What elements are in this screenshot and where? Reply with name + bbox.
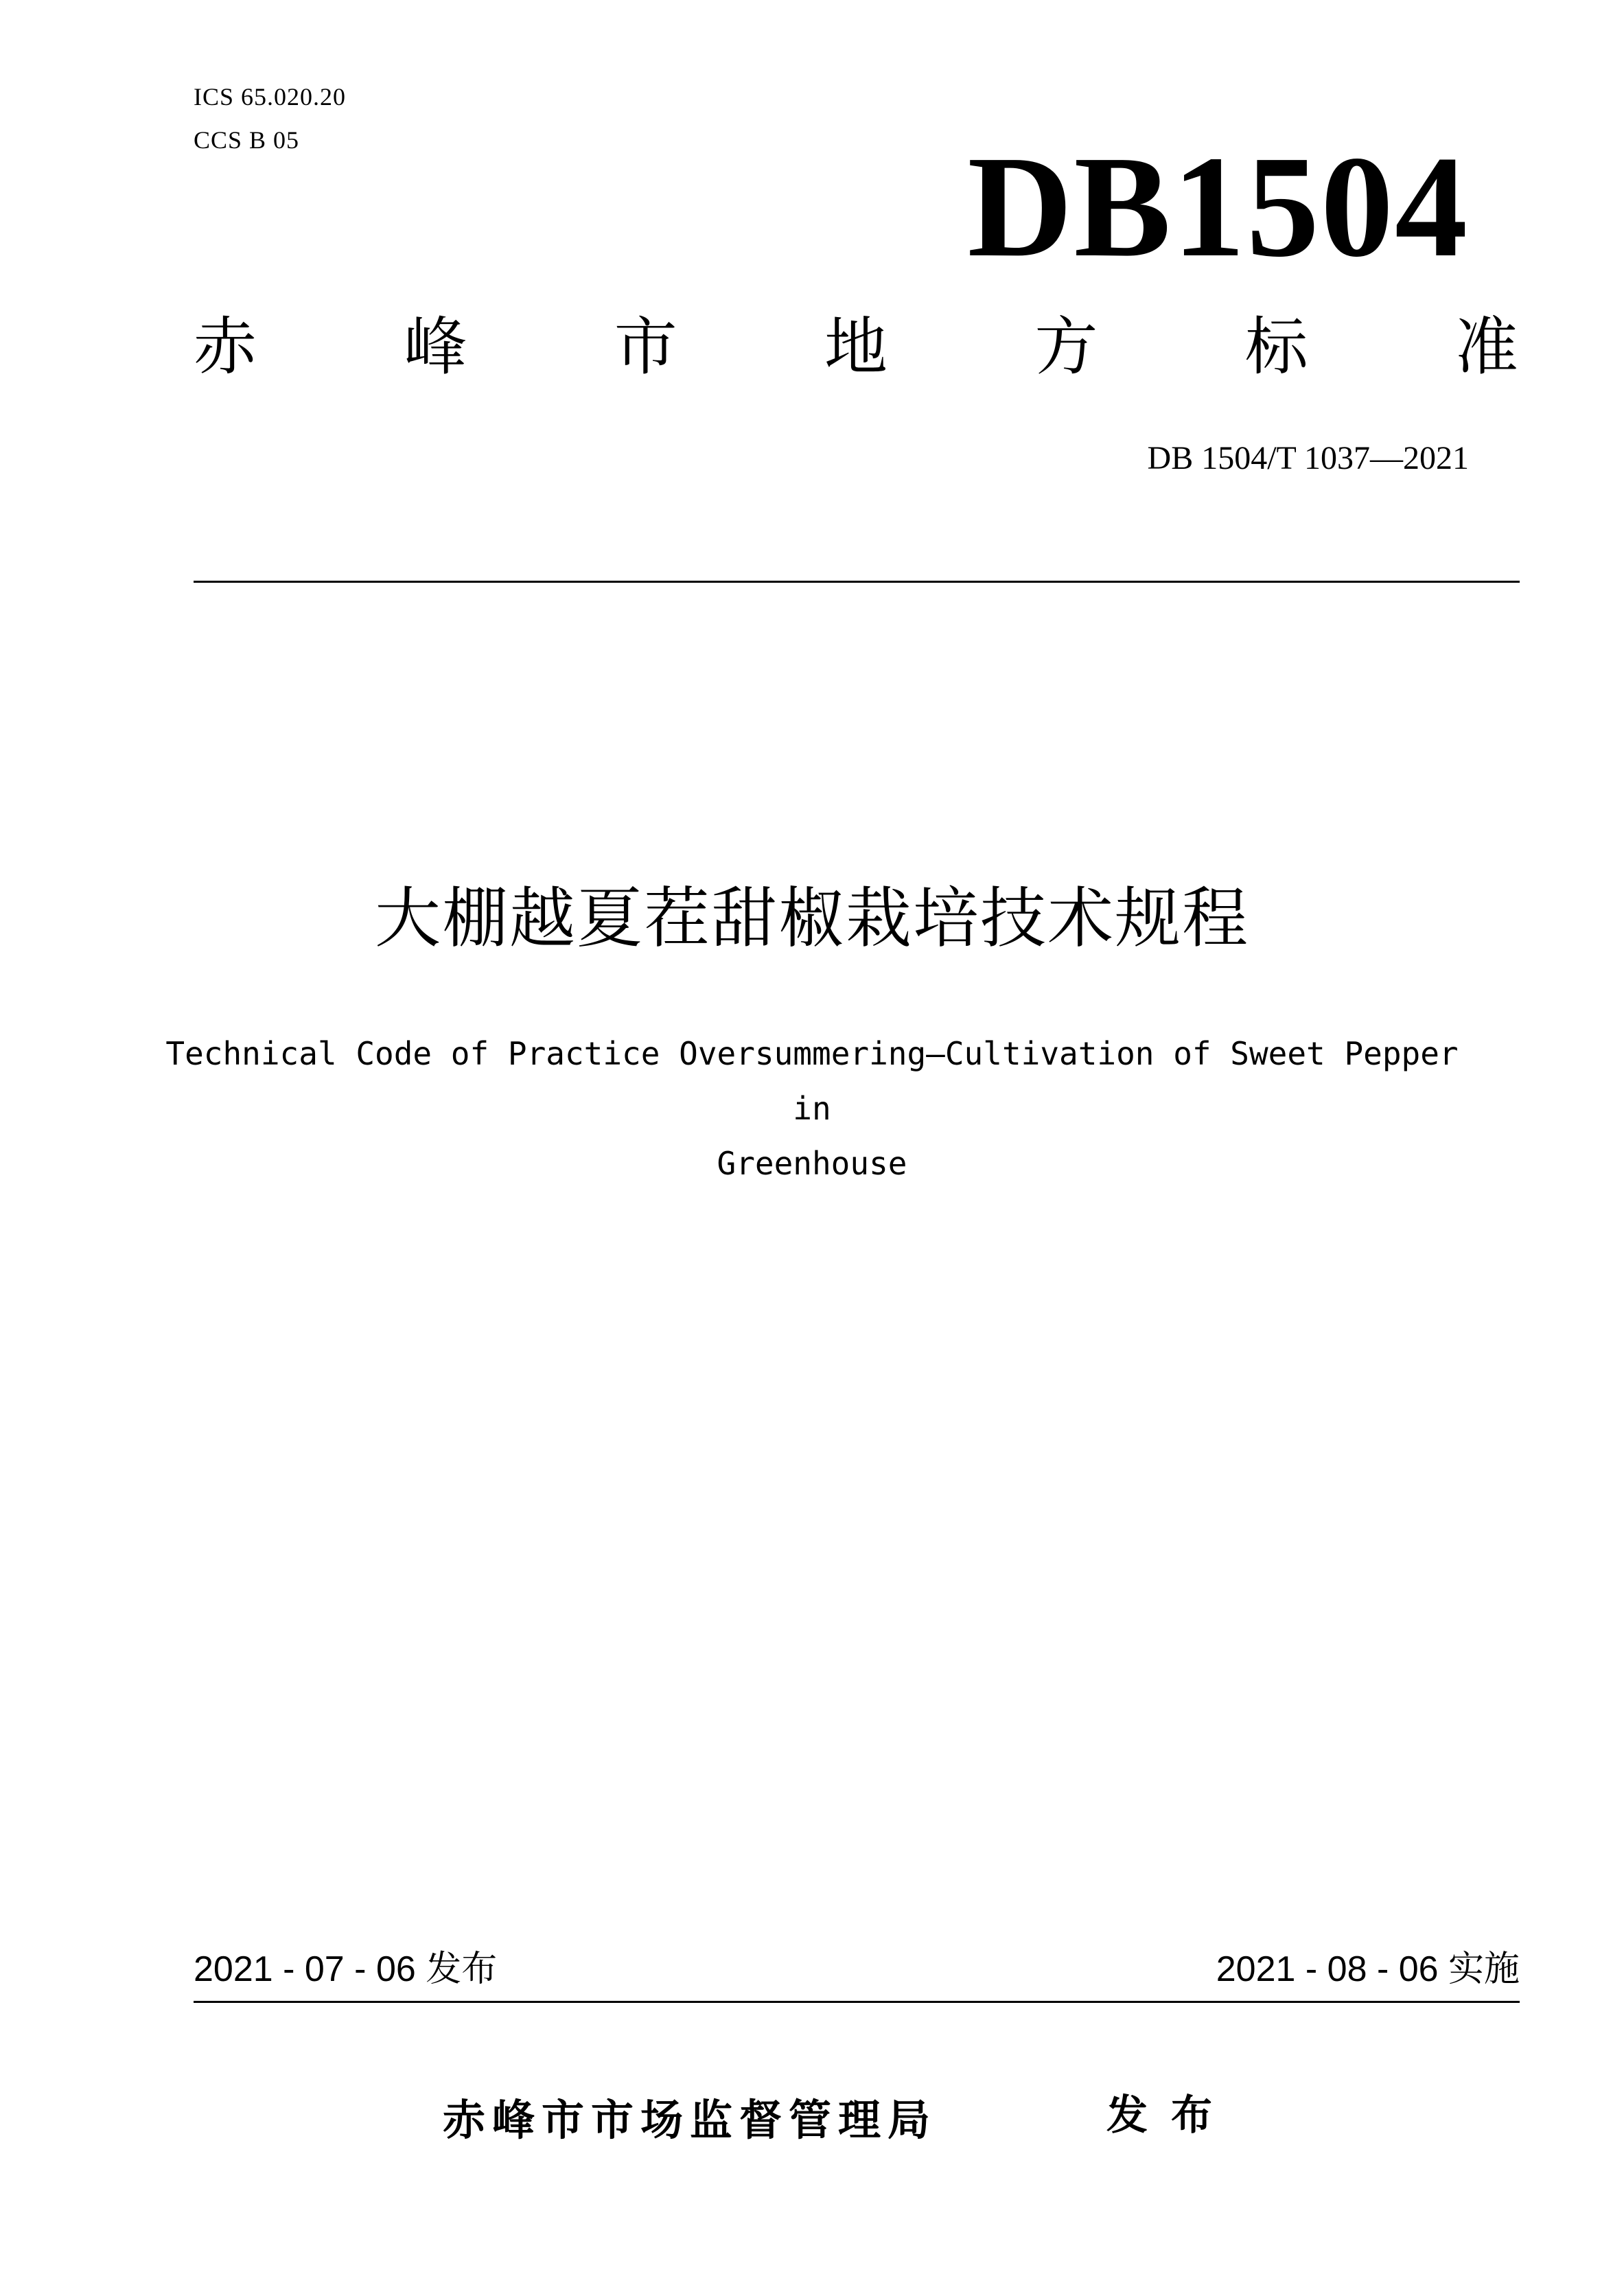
standard-type-char: 市 [614,310,677,384]
standard-type-char: 地 [824,310,888,384]
standard-type-char: 赤 [194,310,257,384]
standard-type-char: 峰 [404,310,467,384]
standard-number: DB 1504/T 1037—2021 [1147,440,1469,476]
ccs-code: CCS B 05 [194,126,300,154]
issue-date: 2021 - 07 - 06 发布 [194,1949,498,1989]
standard-type-title [194,310,1518,384]
issue-label: 发布 [1106,2091,1236,2140]
document-title-cn: 大棚越夏茬甜椒栽培技术规程 [375,880,1249,957]
ics-code: ICS 65.020.20 [194,83,347,111]
standard-type-char: 方 [1034,310,1098,384]
standard-type-char: 标 [1244,310,1308,384]
document-title-en [137,1026,1487,1191]
bottom-divider [194,2001,1520,2003]
top-divider [194,581,1520,583]
document-title-en-line-1: Technical Code of Practice Oversummering—Cultivation of Sweet Pepper in [165,1035,1459,1127]
standard-type-char: 准 [1454,310,1518,384]
document-title-en-line-2: Greenhouse [717,1145,907,1182]
issuing-authority: 赤峰市市场监督管理局 [443,2095,938,2145]
standard-logo-code: DB1504 [967,126,1469,287]
implementation-date: 2021 - 08 - 06 实施 [1216,1949,1520,1989]
